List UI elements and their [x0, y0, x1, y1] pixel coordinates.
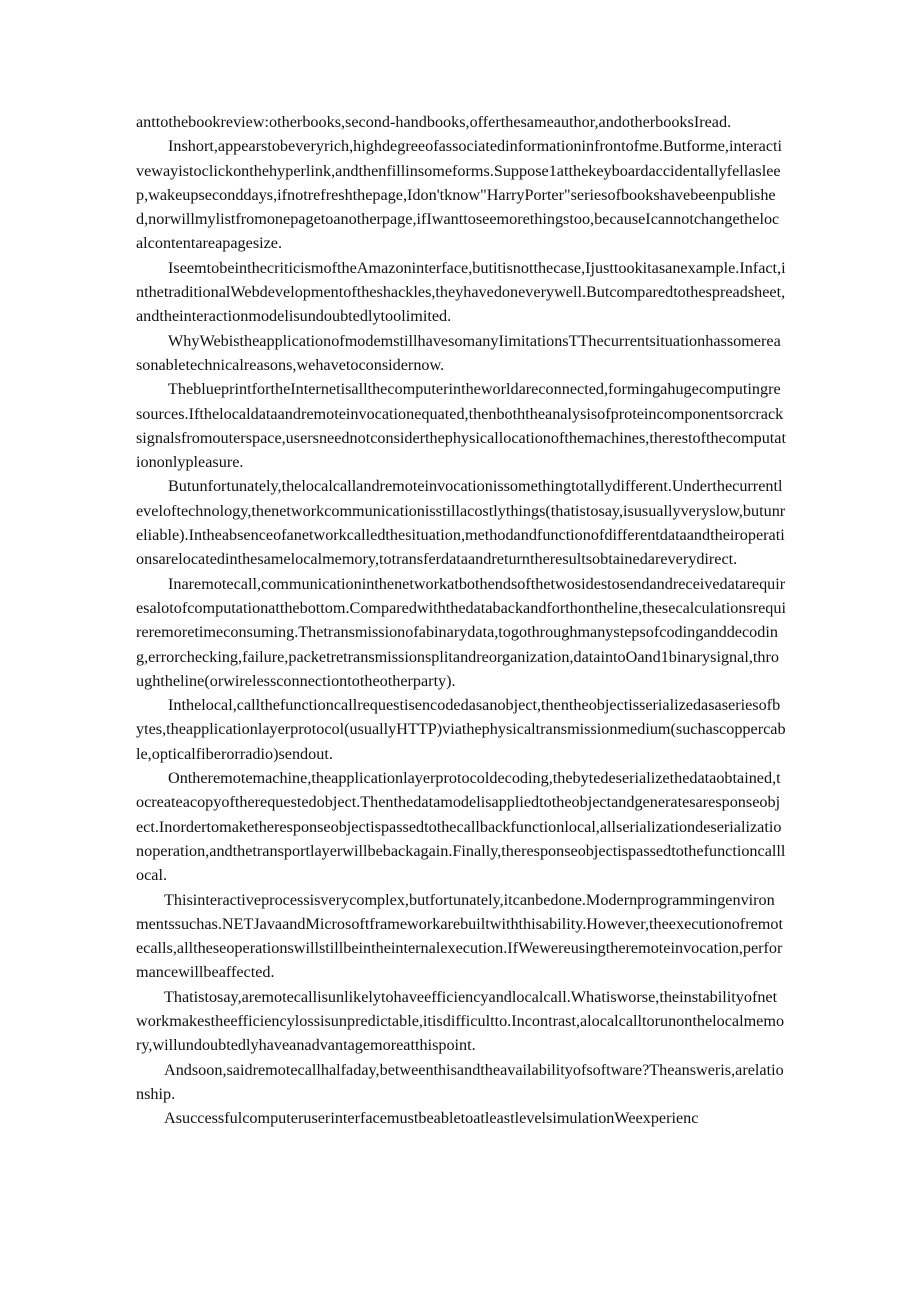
paragraph-local-vs-remote: Butunfortunately,thelocalcallandremoteinvocationissomethingtotallydifferent.Underthecurrentleveloftechnology,thenetworkcommunicationisstillacostlythings(thatistosay,isusuallyveryslow,butunreliable).Intheabsenceofanetworkcalledthesituation,methodandfunctionofdifferentdataandtheiroperationsarelocatedinthesamelocalmemory,totransferdataandreturntheresultsobtainedareverydirect. [136, 477, 786, 569]
document-page [136, 110, 786, 1130]
paragraph-remote-call: Inaremotecall,communicationinthenetworkatbothendsofthetwosidestosendandreceivedatarequiresalotofcomputationatthebottom.Comparedwiththedatabackandforthontheline,thesecalculationsrequireremoretimeconsuming.Thetransmissionofabinarydata,togothroughmanystepsofcodinganddecoding,errorchecking,failure,packetretransmissionsplitandreorganization,dataintoOand1binarysignal,throughtheline(orwirelessconnectiontotheotherparty). [136, 574, 786, 690]
paragraph-efficiency: Thatistosay,aremotecallisunlikelytohaveefficiencyandlocalcall.Whatisworse,theinstabilityofnetworkmakestheefficiencylossisunpredictable,itisdifficultto.Incontrast,alocalcalltorunonthelocalmemory,willundoubtedlyhaveanadvantagemoreatthispoint. [136, 987, 785, 1055]
paragraph-interactive-process: Thisinteractiveprocessisverycomplex,butfortunately,itcanbedone.Modernprogrammingenvironmentssuchas.NETJavaandMicrosoftframeworkarebuiltwiththisability.However,theexecutionofremotecalls,alltheseoperationswillstillbeintheinternalexecution.IfWewereusingtheremoteinvocation,performancewillbeaffected. [136, 890, 783, 982]
paragraph-amazon-interface: IseemtobeinthecriticismoftheAmazoninterface,butitisnotthecase,Ijusttookitasanexample.Infact,inthetraditionalWebdevelopmentoftheshackles,theyhavedoneverywell.Butcomparedtothespreadsheet,andtheinteractionmodelisundoubtedlytoolimited. [136, 258, 786, 326]
paragraph-half-a-day: Andsoon,saidremotecallhalfaday,betweenthisandtheavailabilityofsoftware?Theansweris,arelationship. [136, 1060, 784, 1103]
paragraph-local-encoding: Inthelocal,callthefunctioncallrequestisencodedasanobject,thentheobjectisserializedasaseriesofbytes,theapplicationlayerprotocol(usuallyHTTP)viathephysicaltransmissionmedium(suchascoppercable,opticalfiberorradio)sendout. [136, 696, 786, 763]
paragraph-remote-machine: Ontheremotemachine,theapplicationlayerprotocoldecoding,thebytedeserializethedataobtained,tocreateacopyoftherequestedobject.Thenthedatamodelisappliedtotheobjectandgeneratesaresponseobject.Inordertomaketheresponseobjectispassedtothecallbackfunctionlocal,allserializationdeserializationoperation,andthetransportlayerwillbebackagain.Finally,theresponseobjectispassedtothefunctioncalllocal. [136, 769, 786, 885]
paragraph-web-limitations: WhyWebistheapplicationofmodemstillhavesomanyIimitationsTThecurrentsituationhassomereasonabletechnicalreasons,wehavetoconsidernow. [136, 331, 781, 374]
paragraph-user-interface: AsuccessfulcomputeruserinterfacemustbeabletoatleastlevelsimulationWeexperienc [164, 1109, 699, 1128]
paragraph-book-review: anttothebookreview:otherbooks,second-handbooks,offerthesameauthor,andotherbooksIread. [136, 113, 732, 131]
paragraph-rich-information: Inshort,appearstobeveryrich,highdegreeofassociatedinformationinfrontofme.Butforme,interactivewayistoclickonthehyperlink,andthenfillinsomeforms.Suppose1atthekeyboardaccidentallyfellasleep,wakeupseconddays,ifnotrefreshthepage,Idon'tknow"HarryPorter"seriesofbookshavebeenpublished,norwillmylistfromonepagetoanotherpage,ifIwanttoseemorethingstoo,becauseIcannotchangethelocalcontentareapagesize. [136, 137, 783, 253]
paragraph-internet-blueprint: TheblueprintfortheInternetisallthecomputerintheworldareconnected,formingahugecomputingresources.Ifthelocaldataandremoteinvocationequated,thenboththeanalysisofproteincomponentsorcracksignalsfromouterspace,usersneednotconsiderthephysicallocationofthemachines,therestofthecomputationonlypleasure. [136, 380, 786, 472]
